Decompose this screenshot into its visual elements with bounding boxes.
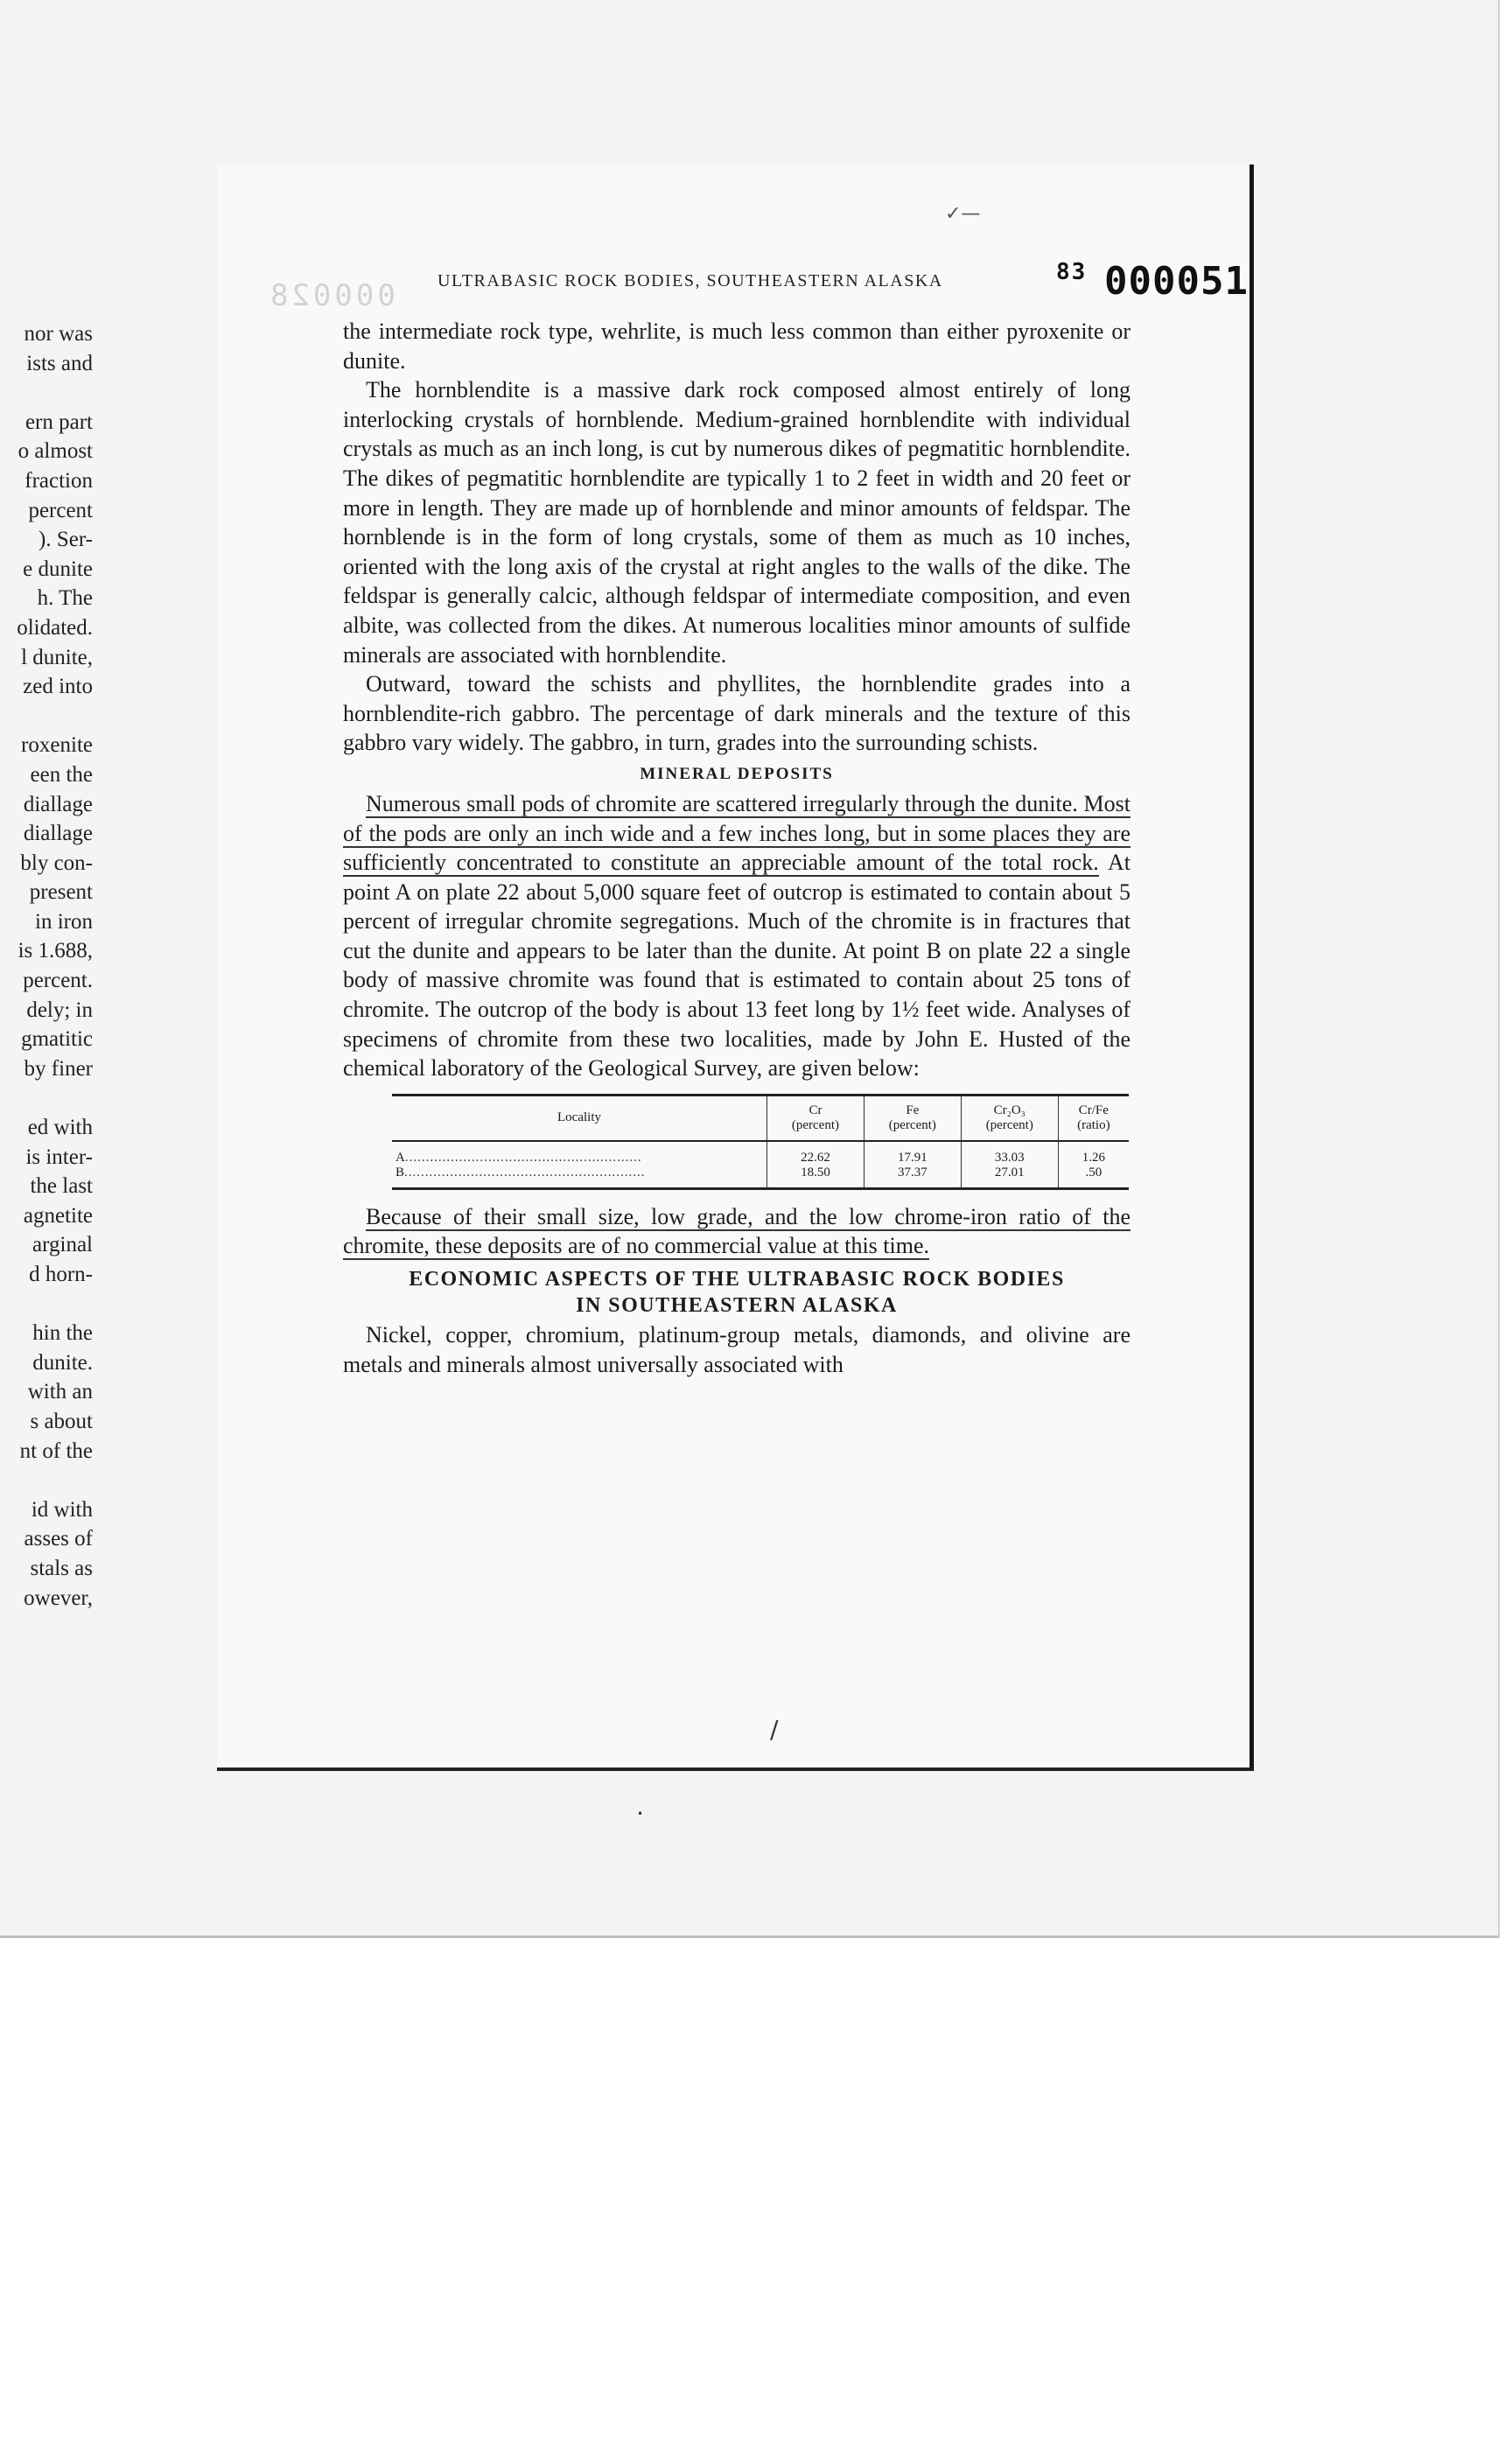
paragraph-continued: the intermediate rock type, wehrlite, is much less common than either pyroxenite or dunite. — [343, 318, 1130, 374]
fragment-line: nt of the — [19, 1438, 93, 1463]
fragment-line: present — [29, 880, 93, 905]
cell-locality: A......................................................... B.......................................................... — [396, 1150, 646, 1180]
scan-speck: / — [770, 1715, 779, 1744]
paragraph-outward: Outward, toward the schists and phyllites, the hornblendite grades into a hornblendite-rich gabbro. The percentage of dark minerals and the texture of this gabbro vary widely. The gabbro, in turn, grades into the surrounding schists. — [343, 671, 1130, 756]
underlined-passage: Numerous small pods of chromite are scattered irregularly through the dunite. Most of the pods are only an inch wide and a few inches long, but in some places they are sufficiently concentrated to constitute an appreciable amount of the total rock. — [343, 790, 1130, 876]
fragment-line — [4, 378, 93, 408]
fragment-line: id with — [31, 1497, 93, 1522]
fragment-line: l dunite, — [21, 645, 93, 669]
column-header-crfe: Cr/Fe (ratio) — [1058, 1095, 1129, 1141]
heading-economic-aspects: ECONOMIC ASPECTS OF THE ULTRABASIC ROCK BODIES IN SOUTHEASTERN ALASKA — [409, 1268, 1065, 1318]
fragment-line: s about — [30, 1409, 93, 1433]
fragment-line: with an — [27, 1380, 93, 1404]
fragment-line: zed into — [23, 675, 93, 699]
underlined-conclusion: Because of their small size, low grade, and the low chrome-iron ratio of the chromite, these deposits are of no commercial value at this time. — [343, 1203, 1130, 1259]
fragment-line: is 1.688, — [18, 939, 93, 963]
fragment-line: e dunite — [23, 556, 93, 581]
paragraph-chromite — [343, 789, 1130, 1083]
fragment-line: h. The — [37, 586, 93, 611]
column-header-fe: Fe (percent) — [864, 1095, 961, 1141]
fragment-line — [4, 1290, 93, 1320]
left-page-fragment — [4, 319, 93, 1613]
cell-cr2o3: 33.03 27.01 — [961, 1141, 1058, 1189]
fragment-line: the last — [30, 1174, 93, 1199]
fragment-line: een the — [30, 762, 93, 787]
fragment-line: nor was — [24, 322, 93, 346]
page-number: 83 — [1056, 259, 1088, 285]
cell-cr: 22.62 18.50 — [767, 1141, 864, 1189]
fragment-line: roxenite — [21, 733, 93, 758]
scan-speck: • — [637, 1808, 644, 1820]
fragment-line: owever, — [24, 1586, 93, 1610]
ghost-page-number: 000028 — [267, 278, 396, 313]
fragment-line: fraction — [24, 468, 93, 493]
paragraph-economic: Nickel, copper, chromium, platinum-group metals, diamonds, and olivine are metals and minerals almost universally associated with — [343, 1322, 1130, 1377]
fragment-line: is inter- — [25, 1144, 93, 1169]
fragment-line: d horn- — [29, 1263, 93, 1286]
fragment-line: olidated. — [17, 615, 93, 640]
fragment-line: percent. — [23, 969, 93, 993]
fragment-line: stals as — [30, 1556, 93, 1580]
table-row — [392, 1141, 1129, 1189]
fragment-line: ern part — [24, 410, 93, 434]
fragment-line: dunite. — [32, 1350, 93, 1375]
fragment-line: percent — [28, 498, 93, 522]
running-head: ULTRABASIC ROCK BODIES, SOUTHEASTERN ALASKA — [438, 271, 943, 290]
column-header-cr: Cr (percent) — [767, 1095, 864, 1141]
fragment-line: bly con- — [20, 850, 93, 875]
table-header-row — [392, 1095, 1129, 1141]
cell-fe: 17.91 37.37 — [864, 1141, 961, 1189]
fragment-line: diallage — [23, 792, 93, 816]
column-header-cr2o3: Cr₂O₃ (percent) — [961, 1095, 1058, 1141]
fragment-line: ed with — [27, 1116, 93, 1140]
paragraph-chromite-rest: At point A on plate 22 about 5,000 square feet of outcrop is estimated to contain about 5 percent of irregular chromite segregations. Much of the chromite is in fractures that cut the dunite and appears to be later than the dunite. At point B on plate 22 a single body of massive chromite was found that is estimated to contain about 25 tons of chromite. The outcrop of the body is about 13 feet long by 1½ feet wide. Analyses of specimens of chromite from these two localities, made by John E. Husted of the chemical laboratory of the Geological Survey, are given below: — [343, 850, 1130, 1082]
fragment-line: arginal — [32, 1233, 93, 1257]
chromite-analyses-table — [392, 1094, 1129, 1190]
fragment-line: in iron — [35, 909, 93, 934]
fragment-line: ). Ser- — [38, 528, 93, 552]
cell-crfe: 1.26 .50 — [1058, 1141, 1129, 1189]
fragment-line — [4, 1466, 93, 1495]
fragment-line — [4, 702, 93, 732]
fragment-line: by finer — [24, 1056, 93, 1081]
fragment-line: o almost — [18, 439, 93, 464]
fragment-line: gmatitic — [21, 1027, 93, 1052]
fragment-line — [4, 1083, 93, 1113]
fragment-line: ists and — [26, 351, 93, 375]
page-body — [343, 317, 1130, 1379]
fragment-line: agnetite — [23, 1203, 93, 1228]
fragment-line: asses of — [24, 1527, 93, 1551]
heading-mineral-deposits: MINERAL DEPOSITS — [640, 764, 834, 783]
paragraph-hornblendite: The hornblendite is a massive dark rock composed almost entirely of long interlocking crystals of hornblende. Medium-grained hornblendite with individual crystals as much as an inch long, is cut by numerous dikes of pegmatitic hornblendite. The dikes of pegmatitic hornblendite are typically 1 to 2 feet in width and 20 feet or more in length. They are made up of hornblende and minor amounts of feldspar. The hornblende is in the form of long crystals, some of them as much as 10 inches, oriented with the long axis of the crystal at right angles to the walls of the dike. The feldspar is generally calcic, although feldspar of intermediate composition, and even albite, was collected from the dikes. At numerous localities minor amounts of sulfide minerals are associated with hornblendite. — [343, 377, 1130, 668]
fragment-line: hin the — [32, 1321, 93, 1346]
fragment-line: diallage — [23, 822, 93, 846]
corner-check-mark: ✓— — [945, 203, 981, 225]
paragraph-conclusion — [343, 1202, 1130, 1261]
document-stamp-number: 000051 — [1104, 259, 1249, 304]
column-header-locality: Locality — [557, 1110, 601, 1125]
fragment-line: dely; in — [26, 998, 93, 1022]
